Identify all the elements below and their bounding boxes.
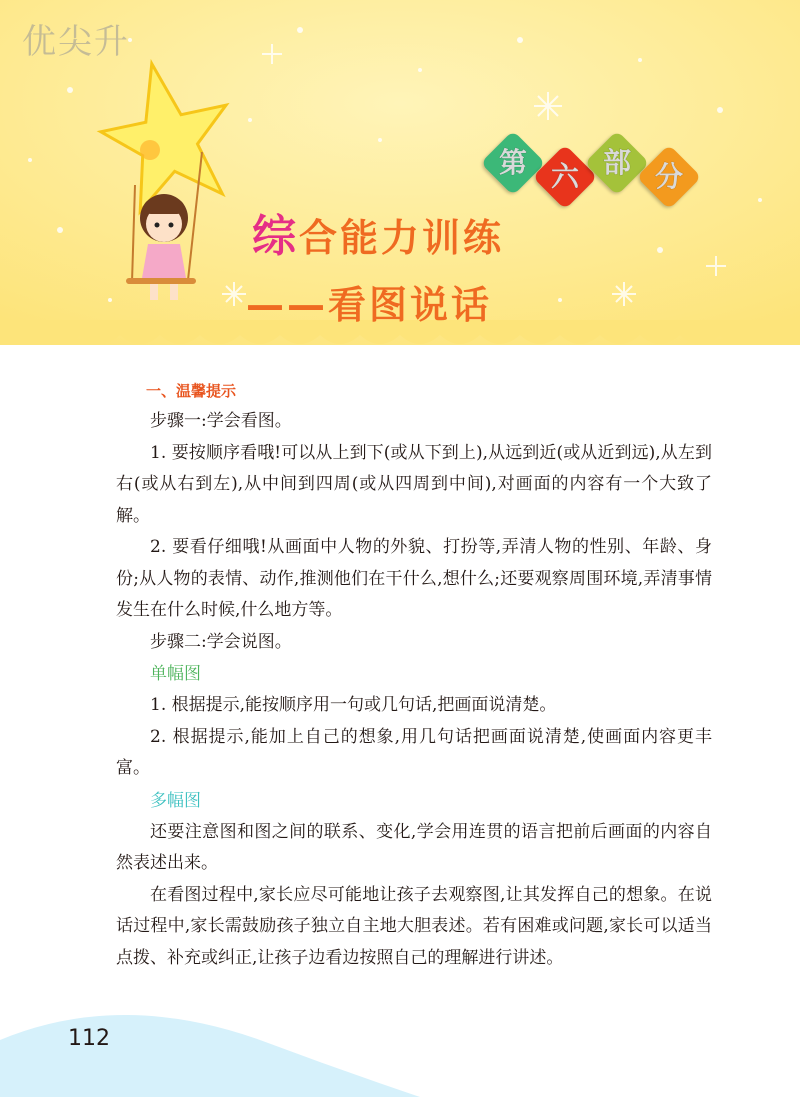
watermark: 优尖升: [22, 22, 130, 62]
parent-guidance-text: 在看图过程中,家长应尽可能地让孩子去观察图,让其发挥自己的想象。在说话过程中,家长需鼓励孩子独立自主地大胆表述。若有困难或问题,家长可以适当点拨、补充或纠正,让孩子边看边按照自己的理解进行讲述。: [116, 884, 712, 968]
page-number: 112: [68, 1026, 110, 1051]
chapter-title: [252, 200, 504, 264]
footer-corner-decoration: [0, 1000, 420, 1097]
section-title: 一、温馨提示: [146, 382, 237, 400]
main-content: [116, 376, 712, 974]
part-badges: [484, 120, 704, 210]
single-point1: 1. 根据提示,能按顺序用一句或几句话,把画面说清楚。: [150, 695, 557, 715]
multi-image-text: 还要注意图和图之间的联系、变化,学会用连贯的语言把前后画面的内容自然表述出来。: [116, 821, 712, 873]
part-badge-1-text: 第: [498, 146, 527, 179]
single-image-label: 单幅图: [150, 664, 201, 684]
step1-point1: 1. 要按顺序看哦!可以从上到下(或从下到上),从远到近(或从近到远),从左到右(或从右到左),从中间到四周(或从四周到中间),对画面的内容有一个大致了解。: [116, 442, 712, 526]
chapter-title-rest: 合能力训练: [299, 216, 505, 260]
chapter-title-first-char: 综: [252, 211, 299, 262]
step1-title: 步骤一:学会看图。: [150, 411, 292, 431]
step1-point2: 2. 要看仔细哦!从画面中人物的外貌、打扮等,弄清人物的性别、年龄、身份;从人物的表情、动作,推测他们在干什么,想什么;还要观察周围环境,弄清事情发生在什么时候,什么地方等。: [116, 537, 712, 620]
part-badge-2-text: 六: [550, 160, 579, 193]
multi-image-label: 多幅图: [150, 790, 201, 811]
chapter-subtitle: ——看图说话: [246, 283, 493, 327]
single-point2: 2. 根据提示,能加上自己的想象,用几句话把画面说清楚,使画面内容更丰富。: [116, 726, 712, 778]
part-badge-3-text: 部: [602, 146, 631, 179]
part-badge-4-text: 分: [654, 160, 683, 193]
step2-title: 步骤二:学会说图。: [150, 631, 292, 652]
